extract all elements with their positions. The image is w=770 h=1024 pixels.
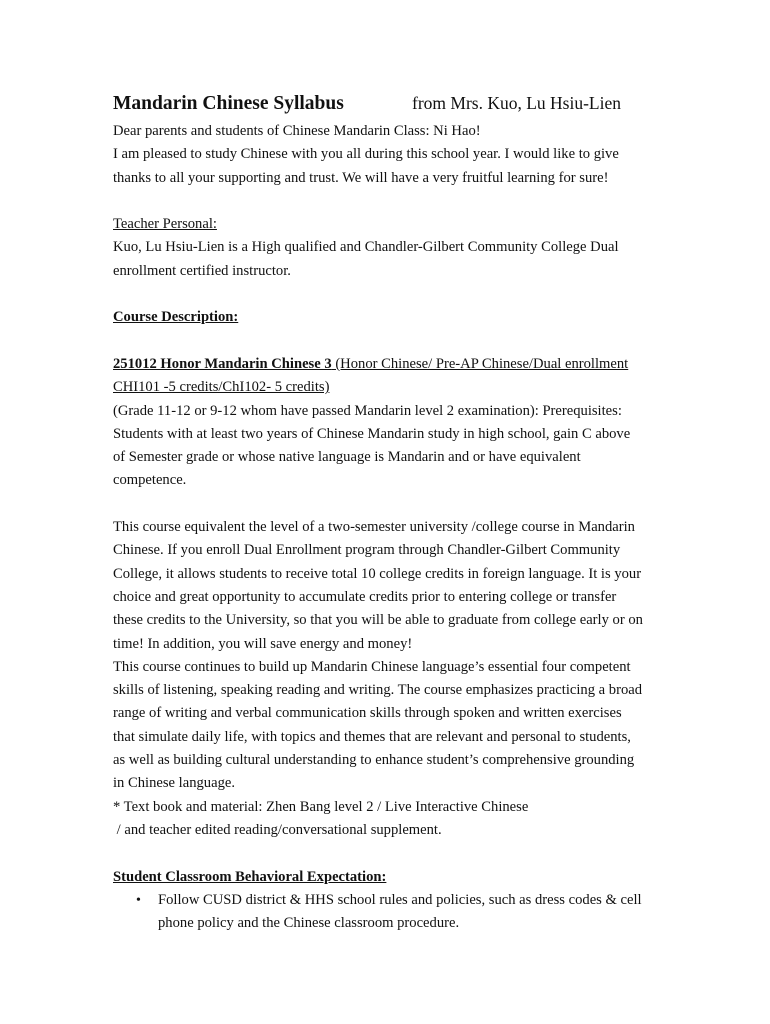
- course-heading: Course Description:: [113, 309, 239, 326]
- textbook-line: / and teacher edited reading/conversational supplement.: [113, 821, 442, 838]
- title-row: [113, 92, 673, 120]
- course-paragraph-line: skills of listening, speaking reading and writing. The course emphasizes practicing a broad: [113, 682, 643, 699]
- course-code-title: 251012 Honor Mandarin Chinese 3: [113, 355, 332, 372]
- list-item: [136, 889, 673, 936]
- document-author: from Mrs. Kuo, Lu Hsiu-Lien: [412, 93, 622, 113]
- prereq-line: of Semester grade or whose native language is Mandarin and or have equivalent: [113, 449, 581, 466]
- prereq-line: competence.: [113, 472, 187, 489]
- course-paragraph-line: range of writing and verbal communication skills through spoken and written exercises: [113, 705, 622, 722]
- prereq-line: (Grade 11-12 or 9-12 whom have passed Mandarin level 2 examination): Prerequisites:: [113, 402, 622, 419]
- course-code-line: [113, 353, 673, 376]
- course-paragraph-line: This course equivalent the level of a two-semester university /college course in Mandarin: [113, 519, 635, 536]
- course-paragraph-line: time! In addition, you will save energy and money!: [113, 635, 413, 652]
- teacher-line: enrollment certified instructor.: [113, 262, 291, 279]
- course-code-paren: (Honor Chinese/ Pre-AP Chinese/Dual enrollment: [331, 355, 629, 372]
- course-paragraph-line: as well as building cultural understanding to enhance student’s comprehensive grounding: [113, 752, 635, 769]
- bullet-icon: •: [136, 892, 141, 908]
- spacer: [113, 842, 673, 865]
- course-paragraph-line: College, it allows students to receive total 10 college credits in foreign language. It is your: [113, 565, 642, 582]
- spacer: [113, 330, 673, 353]
- course-paragraph-line: in Chinese language.: [113, 775, 235, 792]
- teacher-line: Kuo, Lu Hsiu-Lien is a High qualified and Chandler-Gilbert Community College Dual: [113, 239, 619, 256]
- document-title: Mandarin Chinese Syllabus: [113, 93, 344, 114]
- spacer: [113, 190, 673, 213]
- course-paragraph-line: This course continues to build up Mandarin Chinese language’s essential four competent: [113, 658, 631, 675]
- intro-line: I am pleased to study Chinese with you all during this school year. I would like to give: [113, 146, 619, 163]
- course-paragraph-line: choice and great opportunity to accumulate credits prior to entering college or transfer: [113, 588, 617, 605]
- spacer: [113, 493, 673, 516]
- textbook-line: * Text book and material: Zhen Bang level 2 / Live Interactive Chinese: [113, 798, 529, 815]
- greeting: Dear parents and students of Chinese Mandarin Class: Ni Hao!: [113, 123, 481, 139]
- course-paragraph-line: Chinese. If you enroll Dual Enrollment program through Chandler-Gilbert Community: [113, 542, 621, 559]
- teacher-heading: Teacher Personal:: [113, 216, 217, 233]
- course-credits: CHI101 -5 credits/ChI102- 5 credits): [113, 379, 330, 396]
- course-paragraph-line: that simulate daily life, with topics and themes that are relevant and personal to students,: [113, 728, 631, 745]
- intro-line: thanks to all your supporting and trust. We will have a very fruitful learning for sure!: [113, 169, 609, 186]
- prereq-line: Students with at least two years of Chinese Mandarin study in high school, gain C above: [113, 425, 631, 442]
- spacer: [113, 283, 673, 306]
- document-body: [113, 92, 673, 935]
- list-item-line: Follow CUSD district & HHS school rules and policies, such as dress codes & cell: [158, 891, 642, 908]
- course-paragraph-line: these credits to the University, so that you will be able to graduate from college early or on: [113, 612, 643, 629]
- behavior-list: [113, 889, 673, 936]
- behavior-heading: Student Classroom Behavioral Expectation:: [113, 868, 387, 885]
- list-item-line: phone policy and the Chinese classroom procedure.: [158, 915, 460, 932]
